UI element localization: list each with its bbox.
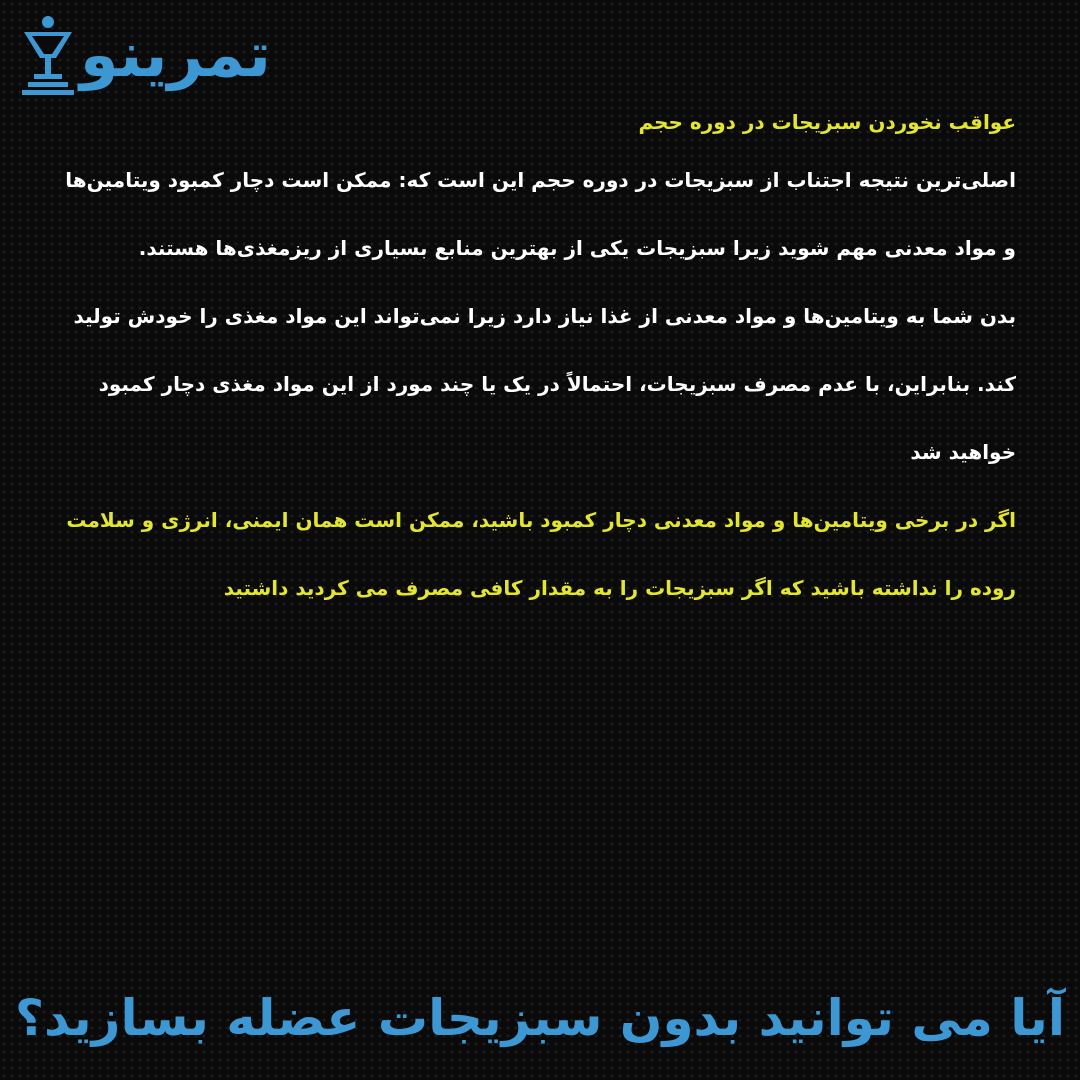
trophy-cup-icon: [18, 14, 78, 96]
paragraph-2: بدن شما به ویتامین‌ها و مواد معدنی از غذا نیاز دارد زیرا نمی‌تواند این مواد مغذی را خودش تولید کند. بنابراین، با عدم مصرف سبزیجات، احتمالاً در یک یا چند مورد از این مواد مغذی دچار کمبود خواهید شد: [73, 304, 1016, 464]
paragraph-1: اصلی‌ترین نتیجه اجتناب از سبزیجات در دوره حجم این است که: ممکن است دچار کمبود ویتامین‌ها و مواد معدنی مهم شوید زیرا سبزیجات یکی از بهترین منابع بسیاری از ریزمغذی‌ها هستند.: [65, 168, 1016, 260]
brand-logo: [18, 10, 271, 100]
article-body: [46, 98, 1016, 622]
paragraph-3: اگر در برخی ویتامین‌ها و مواد معدنی دچار کمبود باشید، ممکن است همان ایمنی، انرژی و سلامت روده را نداشته باشید که اگر سبزیجات را به مقدار کافی مصرف می کردید داشتید: [66, 508, 1016, 600]
logo-text: تمرینو: [80, 18, 271, 91]
footer-title: آیا می توانید بدون سبزیجات عضله بسازید؟: [15, 989, 1065, 1047]
article-heading: عواقب نخوردن سبزیجات در دوره حجم: [638, 110, 1016, 134]
